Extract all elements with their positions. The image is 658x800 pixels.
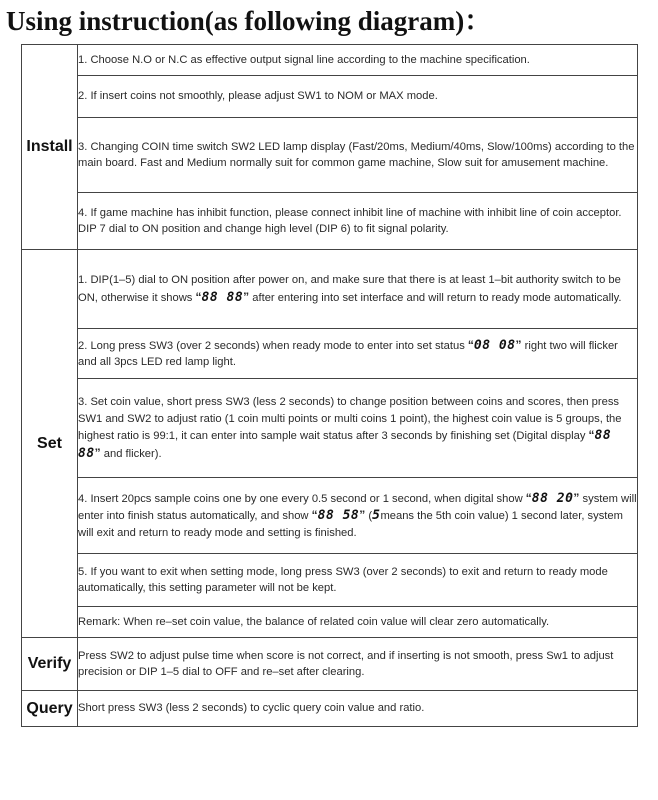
set-step-2-text-a: 2. Long press SW3 (over 2 seconds) when ready mode to enter into set status — [78, 339, 465, 352]
digital-display: 88 20 — [531, 490, 574, 506]
section-label-verify: Verify — [22, 638, 78, 691]
section-label-install: Install — [22, 45, 78, 250]
set-row-3 — [22, 379, 638, 478]
verify-row — [22, 638, 638, 691]
section-label-query: Query — [22, 691, 78, 727]
instruction-table — [21, 44, 638, 727]
install-step-1: 1. Choose N.O or N.C as effective output signal line according to the machine specification. — [78, 45, 638, 76]
install-row-1 — [22, 45, 638, 76]
set-row-2 — [22, 329, 638, 379]
set-step-4-text-a: 4. Insert 20pcs sample coins one by one every 0.5 second or 1 second, when digital show — [78, 492, 523, 505]
set-row-1 — [22, 250, 638, 329]
set-row-4 — [22, 478, 638, 554]
install-step-2: 2. If insert coins not smoothly, please adjust SW1 to NOM or MAX mode. — [78, 76, 638, 118]
install-step-4: 4. If game machine has inhibit function, please connect inhibit line of machine with inhibit line of coin acceptor. DIP 7 dial to ON position and change high level (DIP 6) to fit signal polarity. — [78, 193, 638, 250]
set-row-5 — [22, 554, 638, 607]
set-step-3-text-a: 3. Set coin value, short press SW3 (less 2 seconds) to change position between coins and scores, then press SW1 and SW2 to adjust ratio (1 coin multi points or multi coins 1 point), the highest coin value is 5 groups, the highest ratio is 99:1, it can enter into sample wait status after 3 seconds by finishing set (Digital display — [78, 396, 622, 442]
install-row-2 — [22, 76, 638, 118]
set-row-remark — [22, 607, 638, 638]
page-title: Using instruction(as following diagram)： — [6, 6, 492, 36]
query-row — [22, 691, 638, 727]
set-step-1: 1. DIP(1–5) dial to ON position after power on, and make sure that there is at least 1–bit authority switch to be ON, otherwise it shows “88 88” after entering into set interface and will return to ready mode automatically. — [78, 250, 638, 329]
set-step-2: 2. Long press SW3 (over 2 seconds) when ready mode to enter into set status “08 08” right two will flicker and all 3pcs LED red lamp light. — [78, 329, 638, 379]
set-step-5: 5. If you want to exit when setting mode, long press SW3 (over 2 seconds) to exit and return to ready mode automatically, this setting parameter will not be kept. — [78, 554, 638, 607]
install-row-4 — [22, 193, 638, 250]
query-text: Short press SW3 (less 2 seconds) to cyclic query coin value and ratio. — [78, 691, 638, 727]
digital-display: 88 88 — [78, 428, 612, 461]
set-step-3-text-b: and flicker). — [103, 447, 162, 460]
install-step-3: 3. Changing COIN time switch SW2 LED lamp display (Fast/20ms, Medium/40ms, Slow/100ms) according to the main board. Fast and Medium normally suit for common game machine, Slow suit for amusement machine. — [78, 118, 638, 193]
set-step-4-text-b: system will enter into finish status automatically, and show — [78, 492, 637, 523]
digital-display: 88 88 — [201, 289, 244, 305]
set-step-2-text-b: right two will flicker and all 3pcs LED red lamp light. — [78, 339, 618, 368]
set-step-1-text-b: after entering into set interface and will return to ready mode automatically. — [252, 291, 622, 304]
set-step-4-text-c: means the 5th coin value) 1 second later, system will exit and return to ready mode and setting is finished. — [78, 510, 623, 539]
digital-display: 08 08 — [473, 337, 516, 353]
digital-display: 5 — [372, 508, 381, 524]
set-step-4: 4. Insert 20pcs sample coins one by one every 0.5 second or 1 second, when digital show “88 20” system will enter into finish status automatically, and show “88 58” (5means the 5th coin value) 1 second later, system will exit and return to ready mode and setting is finished. — [78, 478, 638, 554]
digital-display: 88 58 — [317, 508, 360, 524]
section-label-set: Set — [22, 250, 78, 638]
verify-text: Press SW2 to adjust pulse time when score is not correct, and if inserting is not smooth, press Sw1 to adjust precision or DIP 1–5 dial to OFF and re–set after clearing. — [78, 638, 638, 691]
set-remark: Remark: When re–set coin value, the balance of related coin value will clear zero automatically. — [78, 607, 638, 638]
install-row-3 — [22, 118, 638, 193]
set-step-3: 3. Set coin value, short press SW3 (less 2 seconds) to change position between coins and scores, then press SW1 and SW2 to adjust ratio (1 coin multi points or multi coins 1 point), the highest coin value is 5 groups, the highest ratio is 99:1, it can enter into sample wait status after 3 seconds by finishing set (Digital display “88 88” and flicker). — [78, 379, 638, 478]
set-step-1-text-a: 1. DIP(1–5) dial to ON position after power on, and make sure that there is at least 1–bit authority switch to be ON, otherwise it shows — [78, 274, 621, 304]
